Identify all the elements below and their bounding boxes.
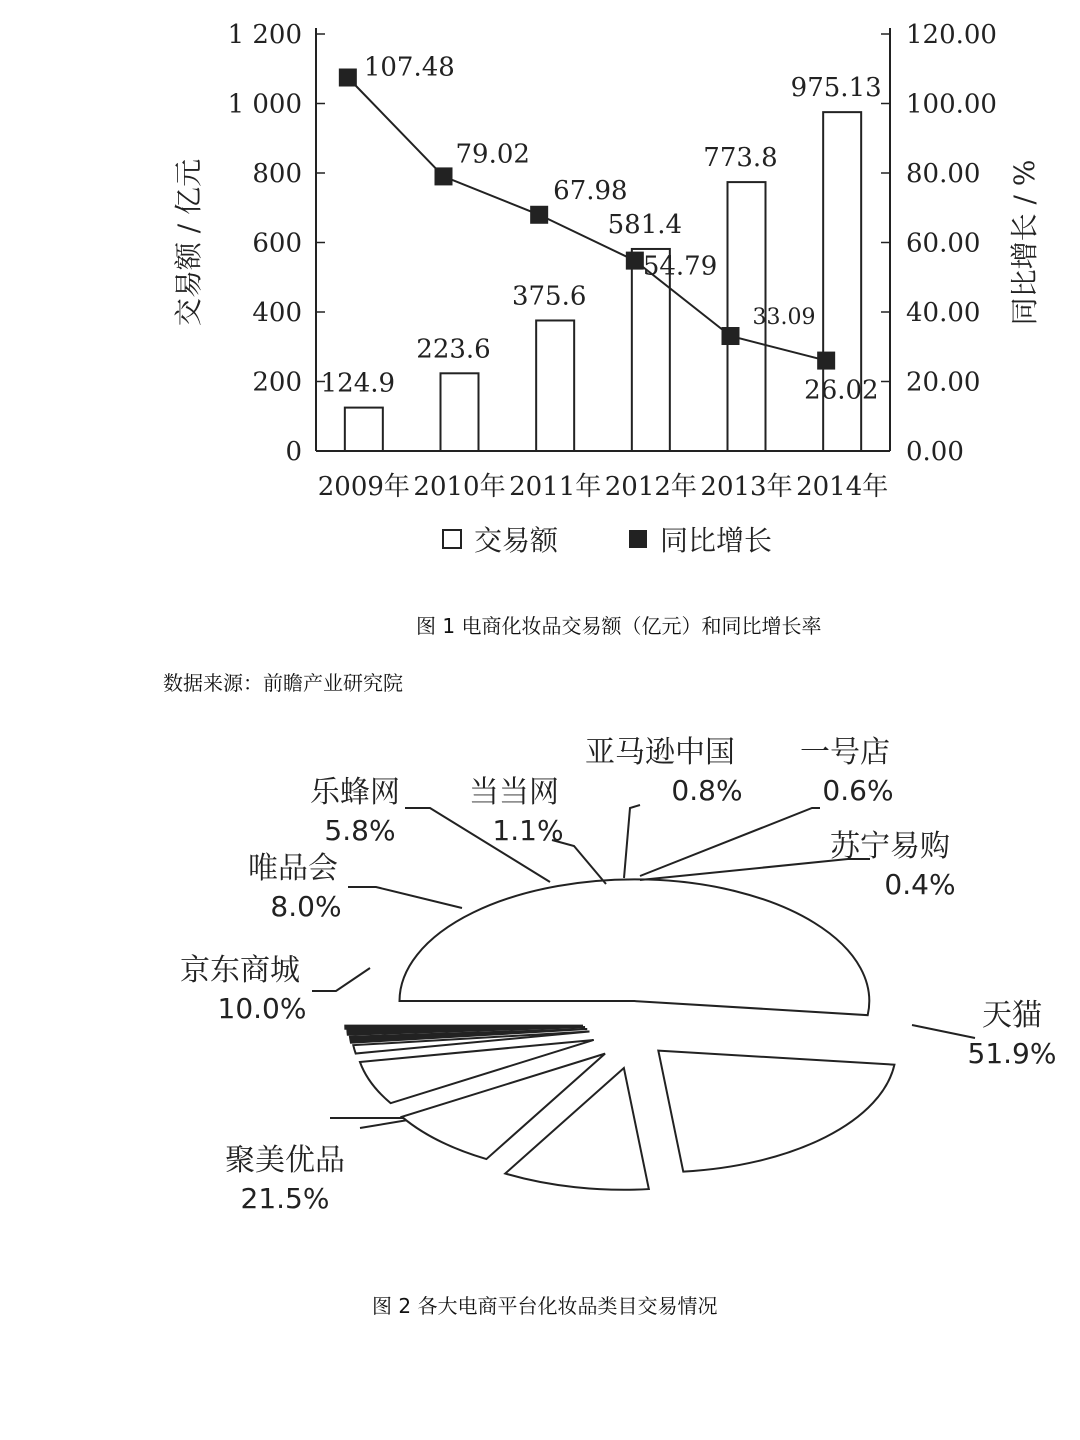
pie-slice-percent: 0.6% (822, 774, 894, 807)
growth-marker (435, 167, 453, 185)
right-tick-label: 120.00 (906, 20, 997, 50)
bar-value-label: 124.9 (320, 368, 396, 399)
left-tick-label: 800 (252, 159, 302, 189)
pie-slice-name: 亚马逊中国 (585, 735, 735, 770)
pie-leader-line (912, 1025, 975, 1038)
x-tick-label: 2009年 (317, 472, 410, 502)
right-tick-label: 40.00 (906, 298, 981, 328)
pie-slice-name: 天猫 (982, 998, 1042, 1033)
pie-slice (658, 1051, 894, 1172)
growth-marker (530, 206, 548, 224)
x-tick-label: 2011年 (509, 472, 602, 502)
bar-value-label: 223.6 (416, 334, 491, 365)
right-tick-label: 100.00 (906, 89, 997, 120)
pie-slice-percent: 5.8% (324, 814, 396, 847)
x-tick-label: 2010年 (413, 472, 506, 502)
left-tick-label: 200 (252, 367, 302, 398)
bar (441, 373, 479, 451)
figure1-source: 数据来源：前瞻产业研究院 (163, 671, 403, 695)
pie-slice-name: 当当网 (469, 775, 559, 810)
pie-slice-percent: 0.8% (671, 774, 743, 807)
pie-slice-percent: 10.0% (217, 992, 307, 1025)
pie-slice-percent: 1.1% (492, 814, 564, 847)
left-tick-label: 1 000 (227, 89, 302, 120)
left-tick-label: 0 (285, 437, 302, 467)
platform-share-pie-chart (0, 720, 1080, 1280)
legend-line-swatch (629, 530, 647, 548)
right-axis-title: 同比增长 / % (1008, 159, 1041, 326)
right-tick-label: 60.00 (906, 228, 981, 259)
pie-slice-name: 聚美优品 (225, 1143, 345, 1178)
figure2-caption: 图 2 各大电商平台化妆品类目交易情况 (372, 1294, 718, 1318)
left-tick-label: 400 (252, 298, 302, 328)
growth-marker (722, 327, 740, 345)
growth-value-label: 54.79 (642, 251, 718, 282)
pie-slice-percent: 51.9% (967, 1037, 1057, 1070)
growth-marker (339, 69, 357, 87)
right-tick-label: 20.00 (906, 367, 981, 398)
bar-value-label: 581.4 (607, 209, 683, 240)
pie-slice-name: 苏宁易购 (830, 829, 950, 864)
x-tick-label: 2013年 (700, 472, 793, 502)
growth-value-label: 79.02 (455, 139, 530, 170)
pie-leader-line (348, 887, 462, 908)
left-tick-label: 600 (252, 228, 302, 259)
bar-value-label: 375.6 (511, 281, 587, 312)
bar (345, 408, 383, 451)
bar-value-label: 975.13 (790, 73, 882, 104)
pie-leader-line (640, 808, 820, 876)
pie-leader-line (624, 805, 640, 878)
right-tick-label: 0.00 (906, 437, 964, 467)
pie-slice (400, 879, 870, 1015)
pie-slice-name: 乐蜂网 (310, 775, 400, 810)
bar (536, 320, 574, 451)
pie-slice-name: 唯品会 (248, 851, 338, 886)
left-axis-title: 交易额 / 亿元 (172, 158, 205, 327)
x-tick-label: 2012年 (604, 472, 697, 502)
x-tick-label: 2014年 (796, 472, 889, 502)
figure1-caption: 图 1 电商化妆品交易额（亿元）和同比增长率 (416, 614, 822, 638)
pie-slice-percent: 21.5% (240, 1182, 330, 1215)
right-tick-label: 80.00 (906, 159, 981, 189)
left-tick-label: 1 200 (227, 20, 302, 50)
pie-slice-name: 一号店 (800, 735, 890, 770)
growth-value-label: 67.98 (553, 175, 628, 206)
pie-slice-percent: 0.4% (884, 868, 956, 901)
bar-value-label: 773.8 (703, 143, 778, 174)
growth-marker (817, 352, 835, 370)
trade-volume-growth-chart (0, 0, 1080, 600)
pie-slice-percent: 8.0% (270, 890, 342, 923)
growth-value-label: 33.09 (752, 305, 816, 331)
growth-value-label: 26.02 (804, 375, 879, 406)
legend-bar-label: 交易额 (474, 524, 559, 557)
growth-marker (626, 252, 644, 270)
pie-leader-line (312, 968, 370, 991)
pie-slice-name: 京东商城 (180, 953, 300, 988)
growth-value-label: 107.48 (363, 52, 455, 83)
legend-bar-swatch (443, 530, 461, 548)
legend-line-label: 同比增长 (660, 524, 773, 557)
